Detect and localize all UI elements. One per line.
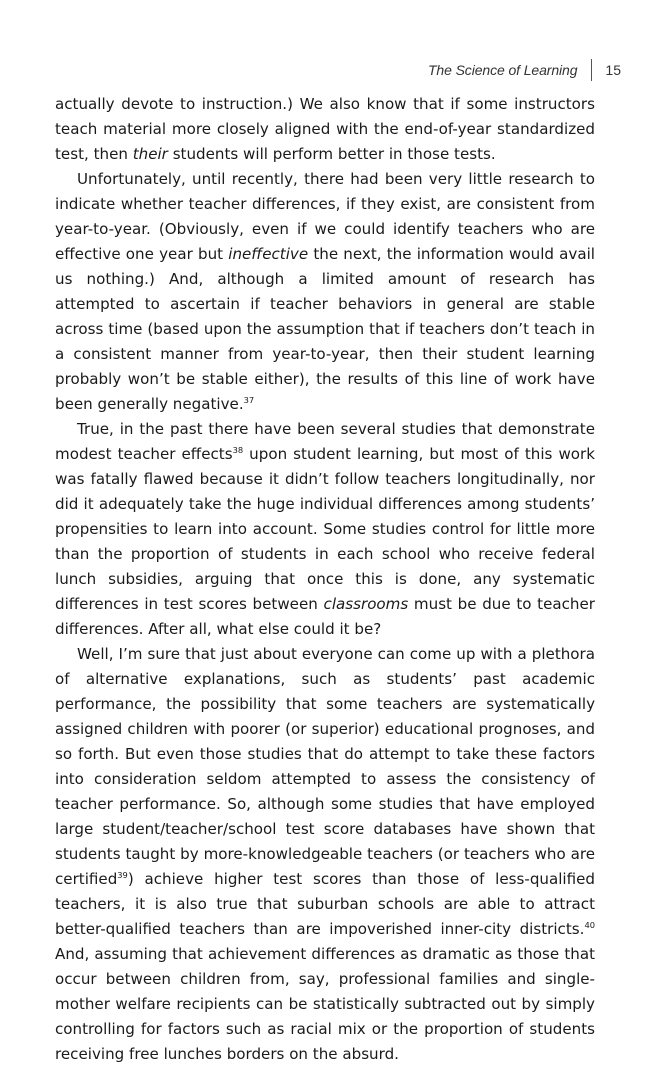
running-title: The Science of Learning	[427, 62, 578, 78]
text-run: And, assuming that achievement differences as dramatic as those that occur between children from, say, professional families and single-mother welfare recipients can be statistically subtracted out by simply controlling for factors such as racial mix or the proportion of students receiving free lunches borders on the absurd.	[55, 945, 595, 1063]
emphasis-text: classrooms	[323, 595, 409, 613]
text-run: Well, I’m sure that just about everyone can come up with a plethora of alternative explanations, such as students’ past academic performance, the possibility that some teachers are systematically assigned children with poorer (or superior) educational prognoses, and so forth. But even those studies that do attempt to take these factors into consideration seldom attempted to assess the consistency of teacher performance. So, although some studies that have employed large student/teacher/school test score databases have shown that students taught by more-knowledgeable teachers (or teachers who are certified	[55, 645, 595, 888]
header-divider	[591, 59, 592, 81]
endnote-reference: 39	[117, 869, 128, 880]
emphasis-text: their	[132, 145, 168, 163]
text-run: True, in the past there have been several studies that demonstrate modest teacher effects	[55, 420, 595, 463]
text-run: upon student learning, but most of this work was fatally flawed because it didn’t follow teachers longitudinally, nor did it adequately take the huge individual differences among students’ propensities to learn into account. Some studies control for little more than the proportion of students in each school who receive federal lunch subsidies, arguing that once this is done, any systematic differences in test scores between	[55, 445, 595, 613]
paragraph	[55, 92, 595, 167]
page-number: 15	[605, 62, 621, 78]
text-run: Unfortunately, until recently, there had been very little research to indicate whether teacher differences, if they exist, are consistent from year-to-year. (Obviously, even if we could identify teachers who are effective one year but	[55, 170, 595, 263]
paragraph	[55, 642, 595, 1067]
endnote-reference: 38	[232, 444, 244, 455]
emphasis-text: ineffective	[228, 245, 309, 263]
text-run: students will perform better in those tests.	[167, 145, 496, 163]
paragraph	[55, 417, 595, 642]
body-text	[55, 92, 595, 1067]
text-run: actually devote to instruction.) We also know that if some instructors teach material more closely aligned with the end-of-year standardized test, then	[55, 95, 595, 163]
paragraph	[55, 167, 595, 417]
endnote-reference: 40	[584, 919, 595, 930]
text-run: ) achieve higher test scores than those of less-qualified teachers, it is also true that suburban schools are able to attract better-qualified teachers than are impoverished inner-city districts.	[55, 870, 595, 938]
text-run: the next, the information would avail us nothing.) And, although a limited amount of research has attempted to ascertain if teacher behaviors in general are stable across time (based upon the assumption that if teachers don’t teach in a consistent manner from year-to-year, then their student learning probably won’t be stable either), the results of this line of work have been generally negative.	[55, 245, 595, 413]
endnote-reference: 37	[243, 394, 255, 405]
text-run: must be due to teacher differences. After all, what else could it be?	[55, 595, 595, 638]
running-head	[428, 59, 621, 81]
